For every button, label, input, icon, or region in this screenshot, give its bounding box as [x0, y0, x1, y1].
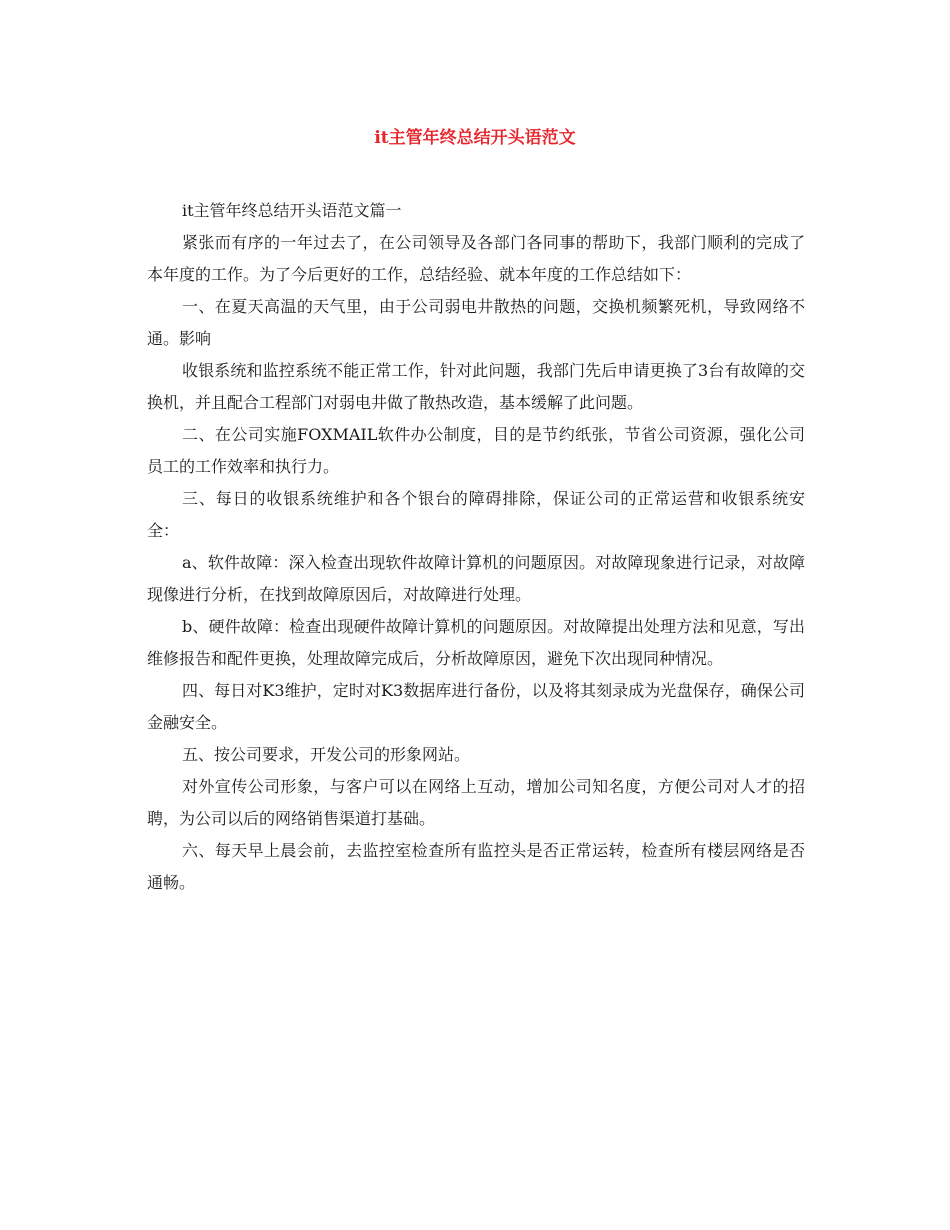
paragraph-item-3a: a、软件故障：深入检查出现软件故障计算机的问题原因。对故障现象进行记录，对故障现像进行分析，在找到故障原因后，对故障进行处理。: [147, 553, 805, 604]
paragraph-item-3b: b、硬件故障：检查出现硬件故障计算机的问题原因。对故障提出处理方法和见意，写出维修报告和配件更换，处理故障完成后，分析故障原因，避免下次出现同种情况。: [147, 617, 805, 668]
paragraph-item-5: 五、按公司要求，开发公司的形象网站。: [182, 745, 471, 764]
paragraph-item-5-detail: 对外宣传公司形象，与客户可以在网络上互动，增加公司知名度，方便公司对人才的招聘，为公司以后的网络销售渠道打基础。: [147, 777, 805, 828]
paragraph-item-3: 三、每日的收银系统维护和各个银台的障碍排除，保证公司的正常运营和收银系统安全：: [147, 489, 805, 540]
paragraph-intro: 紧张而有序的一年过去了，在公司领导及各部门各同事的帮助下，我部门顺利的完成了本年度的工作。为了今后更好的工作，总结经验、就本年度的工作总结如下：: [147, 233, 805, 284]
paragraph-item-4: 四、每日对K3维护，定时对K3数据库进行备份，以及将其刻录成为光盘保存，确保公司金融安全。: [147, 681, 805, 732]
paragraph-item-1-detail: 收银系统和监控系统不能正常工作，针对此问题，我部门先后申请更换了3台有故障的交换机，并且配合工程部门对弱电井做了散热改造，基本缓解了此问题。: [147, 361, 805, 412]
paragraph-item-1: 一、在夏天高温的天气里，由于公司弱电井散热的问题，交换机频繁死机，导致网络不通。影响: [147, 297, 805, 348]
document-title: it主管年终总结开头语范文: [374, 128, 576, 148]
paragraph-item-6: 六、每天早上晨会前，去监控室检查所有监控头是否正常运转，检查所有楼层网络是否通畅。: [147, 841, 805, 892]
paragraph-item-2: 二、在公司实施FOXMAIL软件办公制度，目的是节约纸张，节省公司资源，强化公司员工的工作效率和执行力。: [147, 425, 805, 476]
paragraph-subtitle: it主管年终总结开头语范文篇一: [182, 201, 402, 220]
document-body: [147, 195, 805, 899]
